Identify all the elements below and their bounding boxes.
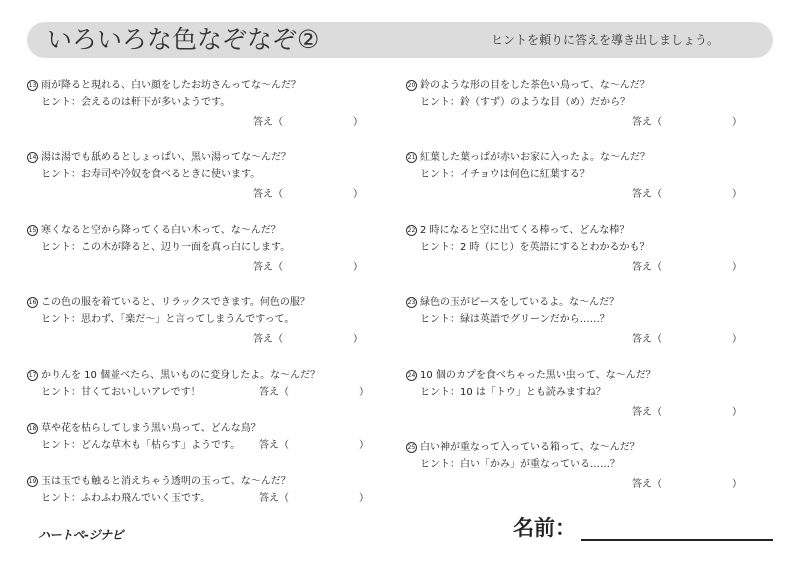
answer-field[interactable]: 答え（ ） [632, 479, 742, 490]
answer-field[interactable]: 答え（ ） [632, 407, 742, 418]
question-text: 18 草や花を枯らしてしまう黒い鳥って、どんな鳥？ [28, 423, 261, 434]
question-14 [27, 151, 397, 215]
question-number: 21 [407, 154, 416, 161]
question-text: 13 雨が降ると現れる、白い顔をしたお坊さんってな～んだ？ [28, 80, 301, 91]
question-24 [406, 369, 776, 433]
hint-text: ヒント：ふわふわ飛んでいく玉です。 [41, 493, 211, 504]
answer-field[interactable]: 答え（ ） [253, 334, 363, 345]
question-21 [406, 151, 776, 215]
question-text: 14 湯は湯でも舐めるとしょっぱい、黒い湯ってな～んだ？ [28, 152, 291, 163]
question-number: 24 [407, 372, 416, 379]
site-logo: ハートペ-ジナビ [38, 528, 123, 542]
question-number: 18 [28, 425, 37, 432]
question-number: 13 [28, 82, 37, 89]
answer-field[interactable]: 答え（ ） [632, 262, 742, 273]
question-text: 25 白い神が重なって入っている箱って、な～んだ？ [407, 442, 640, 453]
question-13 [27, 79, 397, 143]
header-bar [27, 22, 773, 58]
hint-text: ヒント：10 は「トウ」とも読みますね？ [420, 387, 606, 398]
question-text: 24 10 個のカプを食べちゃった黒い虫って、な～んだ？ [407, 370, 656, 381]
hint-text: ヒント：この木が降ると、辺り一面を真っ白にします。 [41, 242, 291, 253]
question-20 [406, 79, 776, 143]
question-text: 17 かりんを 10 個並べたら、黒いものに変身したよ。な～んだ？ [28, 370, 321, 381]
question-number: 23 [407, 299, 416, 306]
hint-text: ヒント：2 時（にじ）を英語にするとわかるかも？ [420, 242, 650, 253]
question-text: 19 玉は玉でも触ると消えちゃう透明の玉って、な～んだ？ [28, 476, 291, 487]
answer-field[interactable]: 答え（ ） [632, 189, 742, 200]
question-number: 20 [407, 82, 416, 89]
answer-field[interactable]: 答え（ ） [253, 189, 363, 200]
hint-text: ヒント：白い「かみ」が重なっている……？ [420, 459, 620, 470]
answer-field[interactable]: 答え（ ） [259, 440, 369, 451]
question-text: 21 紅葉した葉っぱが赤いお家に入ったよ。な～んだ？ [407, 152, 650, 163]
question-text: 16 この色の服を着ていると、リラックスできます。何色の服？ [28, 297, 310, 308]
name-label: 名前： [513, 516, 576, 540]
question-text: 23 緑色の玉がピースをしているよ。な～んだ？ [407, 297, 620, 308]
name-field-line[interactable] [581, 539, 773, 541]
answer-field[interactable]: 答え（ ） [632, 117, 742, 128]
question-16 [27, 296, 397, 360]
answer-field[interactable]: 答え（ ） [259, 493, 369, 504]
answer-field[interactable]: 答え（ ） [632, 334, 742, 345]
question-text: 20 鈴のような形の目をした茶色い鳥って、な～んだ？ [407, 80, 650, 91]
question-number: 15 [28, 227, 37, 234]
question-23 [406, 296, 776, 360]
hint-text: ヒント：鈴（すず）のような目（め）だから？ [420, 97, 631, 108]
question-number: 19 [28, 478, 37, 485]
question-number: 17 [28, 372, 37, 379]
page-subtitle: ヒントを頼りに答えを導き出しましょう。 [490, 33, 719, 47]
page-title: いろいろな色なぞなぞ② [47, 25, 320, 54]
question-number: 14 [28, 154, 37, 161]
hint-text: ヒント：思わず、「楽だ～」と言ってしまうんですって。 [41, 314, 295, 325]
question-text: 22 2 時になると空に出てくる棒って、どんな棒？ [407, 225, 630, 236]
hint-text: ヒント：会えるのは軒下が多いようです。 [41, 97, 231, 108]
question-number: 25 [407, 444, 416, 451]
hint-text: ヒント：お寿司や冷奴を食べるときに使います。 [41, 169, 261, 180]
question-15 [27, 224, 397, 288]
answer-field[interactable]: 答え（ ） [253, 117, 363, 128]
question-number: 16 [28, 299, 37, 306]
hint-text: ヒント：緑は英語でグリーンだから……？ [420, 314, 610, 325]
hint-text: ヒント：甘くておいしいアレです！ [41, 387, 201, 398]
hint-text: ヒント：どんな草木も「枯らす」ようです。 [41, 440, 241, 451]
answer-field[interactable]: 答え（ ） [253, 262, 363, 273]
question-25 [406, 441, 776, 505]
question-number: 22 [407, 227, 416, 234]
question-text: 15 寒くなると空から降ってくる白い木って、な～んだ？ [28, 225, 281, 236]
hint-text: ヒント：イチョウは何色に紅葉する？ [420, 169, 590, 180]
question-22 [406, 224, 776, 288]
answer-field[interactable]: 答え（ ） [259, 387, 369, 398]
